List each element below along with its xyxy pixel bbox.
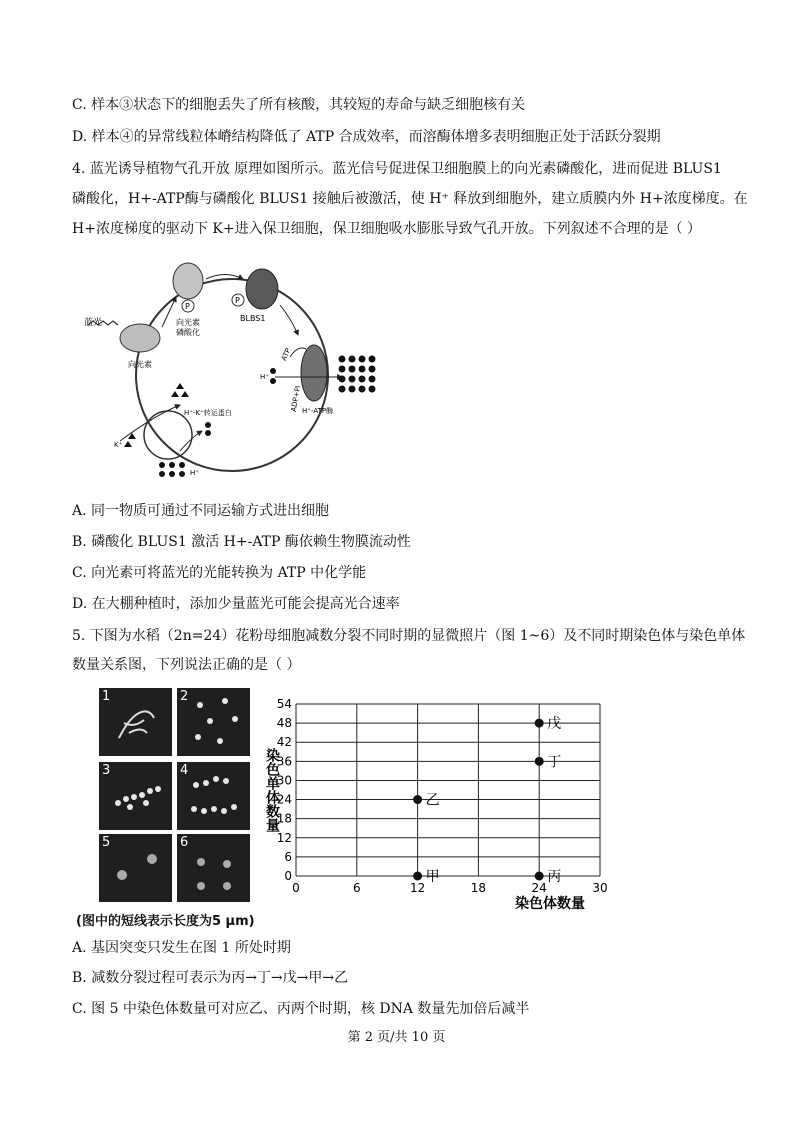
micrograph-1: 1 <box>99 688 172 756</box>
question-4-line-3: H+浓度梯度的驱动下 K+进入保卫细胞，保卫细胞吸水膨胀导致气孔开放。下列叙述不合理的是（ ） <box>72 221 702 237</box>
data-point-label: 丙 <box>547 869 562 885</box>
y-tick-label: 6 <box>284 849 292 864</box>
x-tick-label: 12 <box>409 881 426 895</box>
question-5-line-1: 5. 下图为水稻（2n=24）花粉母细胞减数分裂不同时期的显微照片（图 1~6）及不同时期染色体与染色单体 <box>72 628 746 644</box>
phosphorylation-label-1: 向光素 <box>176 318 200 327</box>
y-tick-label: 42 <box>276 735 292 750</box>
k-triangles-inside <box>171 383 189 397</box>
h-dots-right <box>205 422 211 436</box>
k-label: K⁺ <box>114 441 123 449</box>
hk-transporter-label: H⁺-K⁺转运蛋白 <box>184 409 232 417</box>
micrograph-caption: (图中的短线表示长度为5 μm) <box>76 914 255 929</box>
arrow-to-atpase <box>280 305 298 335</box>
guard-cell-diagram <box>80 255 410 485</box>
y-tick-label: 30 <box>276 773 292 788</box>
q5-option-a: A. 基因突变只发生在图 1 所处时期 <box>72 940 291 956</box>
data-point <box>535 872 544 881</box>
phosphorylation-label-2: 磷酸化 <box>176 328 200 337</box>
y-tick-label: 18 <box>276 811 292 826</box>
phototropin-label: 向光素 <box>128 360 152 369</box>
data-point-label: 戊 <box>547 716 562 733</box>
q4-option-b: B. 磷酸化 BLUS1 激活 H+-ATP 酶依赖生物膜流动性 <box>72 534 411 550</box>
x-tick-label: 18 <box>470 881 487 895</box>
y-tick-label: 48 <box>276 716 292 731</box>
hk-transporter-shape <box>144 411 192 459</box>
h-bottom-label: H⁺ <box>190 469 199 477</box>
micrograph-4: 4 <box>177 762 250 830</box>
data-point <box>413 872 422 881</box>
data-point-label: 甲 <box>425 869 440 885</box>
y-tick-label: 24 <box>276 792 292 807</box>
y-tick-label: 54 <box>276 697 292 711</box>
blus1-label: BLBS1 <box>240 314 266 323</box>
x-tick-label: 6 <box>352 881 361 895</box>
q4-option-d: D. 在大棚种植时，添加少量蓝光可能会提高光合速率 <box>72 596 400 612</box>
h-dots-bottom <box>159 462 185 477</box>
q5-option-c: C. 图 5 中染色体数量可对应乙、丙两个时期，核 DNA 数量先加倍后减半 <box>72 1001 530 1017</box>
phosphate-label-2: P <box>235 296 240 305</box>
x-tick-label: 30 <box>592 881 608 895</box>
phototropin-shape <box>120 324 160 352</box>
question-4-line-2: 磷酸化，H+-ATP酶与磷酸化 BLUS1 接触后被激活，使 H⁺ 释放到细胞外，建立质膜内外 H+浓度梯度。在 <box>72 191 748 207</box>
y-tick-label: 12 <box>276 830 292 845</box>
h-inside-label: H⁺ <box>260 373 269 381</box>
blus1-shape <box>246 269 278 309</box>
micrograph-panel <box>95 684 255 906</box>
q4-option-a: A. 同一物质可通过不同运输方式进出细胞 <box>72 503 330 519</box>
y-tick-label: 36 <box>276 754 292 769</box>
data-point <box>413 795 422 804</box>
data-point-label: 丁 <box>547 754 562 771</box>
option-c-line: C. 样本③状态下的细胞丢失了所有核酸，其较短的寿命与缺乏细胞核有关 <box>72 97 526 113</box>
chart-y-axis-label: 染色单体数量 <box>264 748 280 832</box>
question-4-line-1: 4. 蓝光诱导植物气孔开放 原理如图所示。蓝光信号促进保卫细胞膜上的向光素磷酸化，进而促进 BLUS1 <box>72 161 722 177</box>
page-footer: 第 2 页/共 10 页 <box>347 1030 446 1045</box>
data-point <box>535 719 544 728</box>
y-tick-label: 0 <box>284 869 292 883</box>
blue-light-label: 蓝光 <box>84 318 103 328</box>
phosphorylated-phototropin-shape <box>173 263 203 299</box>
k-triangles-outside <box>124 433 136 447</box>
adp-label: ADP+Pi <box>289 385 303 413</box>
option-d-line: D. 样本④的异常线粒体嵴结构降低了 ATP 合成效率，而溶酶体增多表明细胞正处于活跃分裂期 <box>72 129 661 145</box>
data-point-label: 乙 <box>425 792 440 809</box>
q4-option-c: C. 向光素可将蓝光的光能转换为 ATP 中化学能 <box>72 565 367 581</box>
chart-x-axis-label: 染色体数量 <box>515 896 585 912</box>
q5-option-b: B. 减数分裂过程可表示为丙→丁→戊→甲→乙 <box>72 970 349 986</box>
question-5-line-2: 数量关系图，下列说法正确的是（ ） <box>72 657 301 673</box>
h-atpase-shape <box>301 345 327 401</box>
micrograph-3: 3 <box>99 762 172 830</box>
micrograph-6: 6 <box>177 834 250 902</box>
atp-label: ATP <box>279 347 293 363</box>
micrograph-5: 5 <box>99 834 172 902</box>
micrograph-2: 2 <box>177 688 250 756</box>
exported-h-dots <box>339 356 376 393</box>
chromosome-chart <box>258 690 618 920</box>
x-tick-label: 0 <box>292 881 300 895</box>
data-point <box>535 757 544 766</box>
h-atpase-label: H⁺-ATP酶 <box>302 407 334 415</box>
cell-membrane <box>136 279 328 471</box>
x-tick-label: 24 <box>531 881 547 895</box>
phosphate-label-1: P <box>185 302 190 311</box>
